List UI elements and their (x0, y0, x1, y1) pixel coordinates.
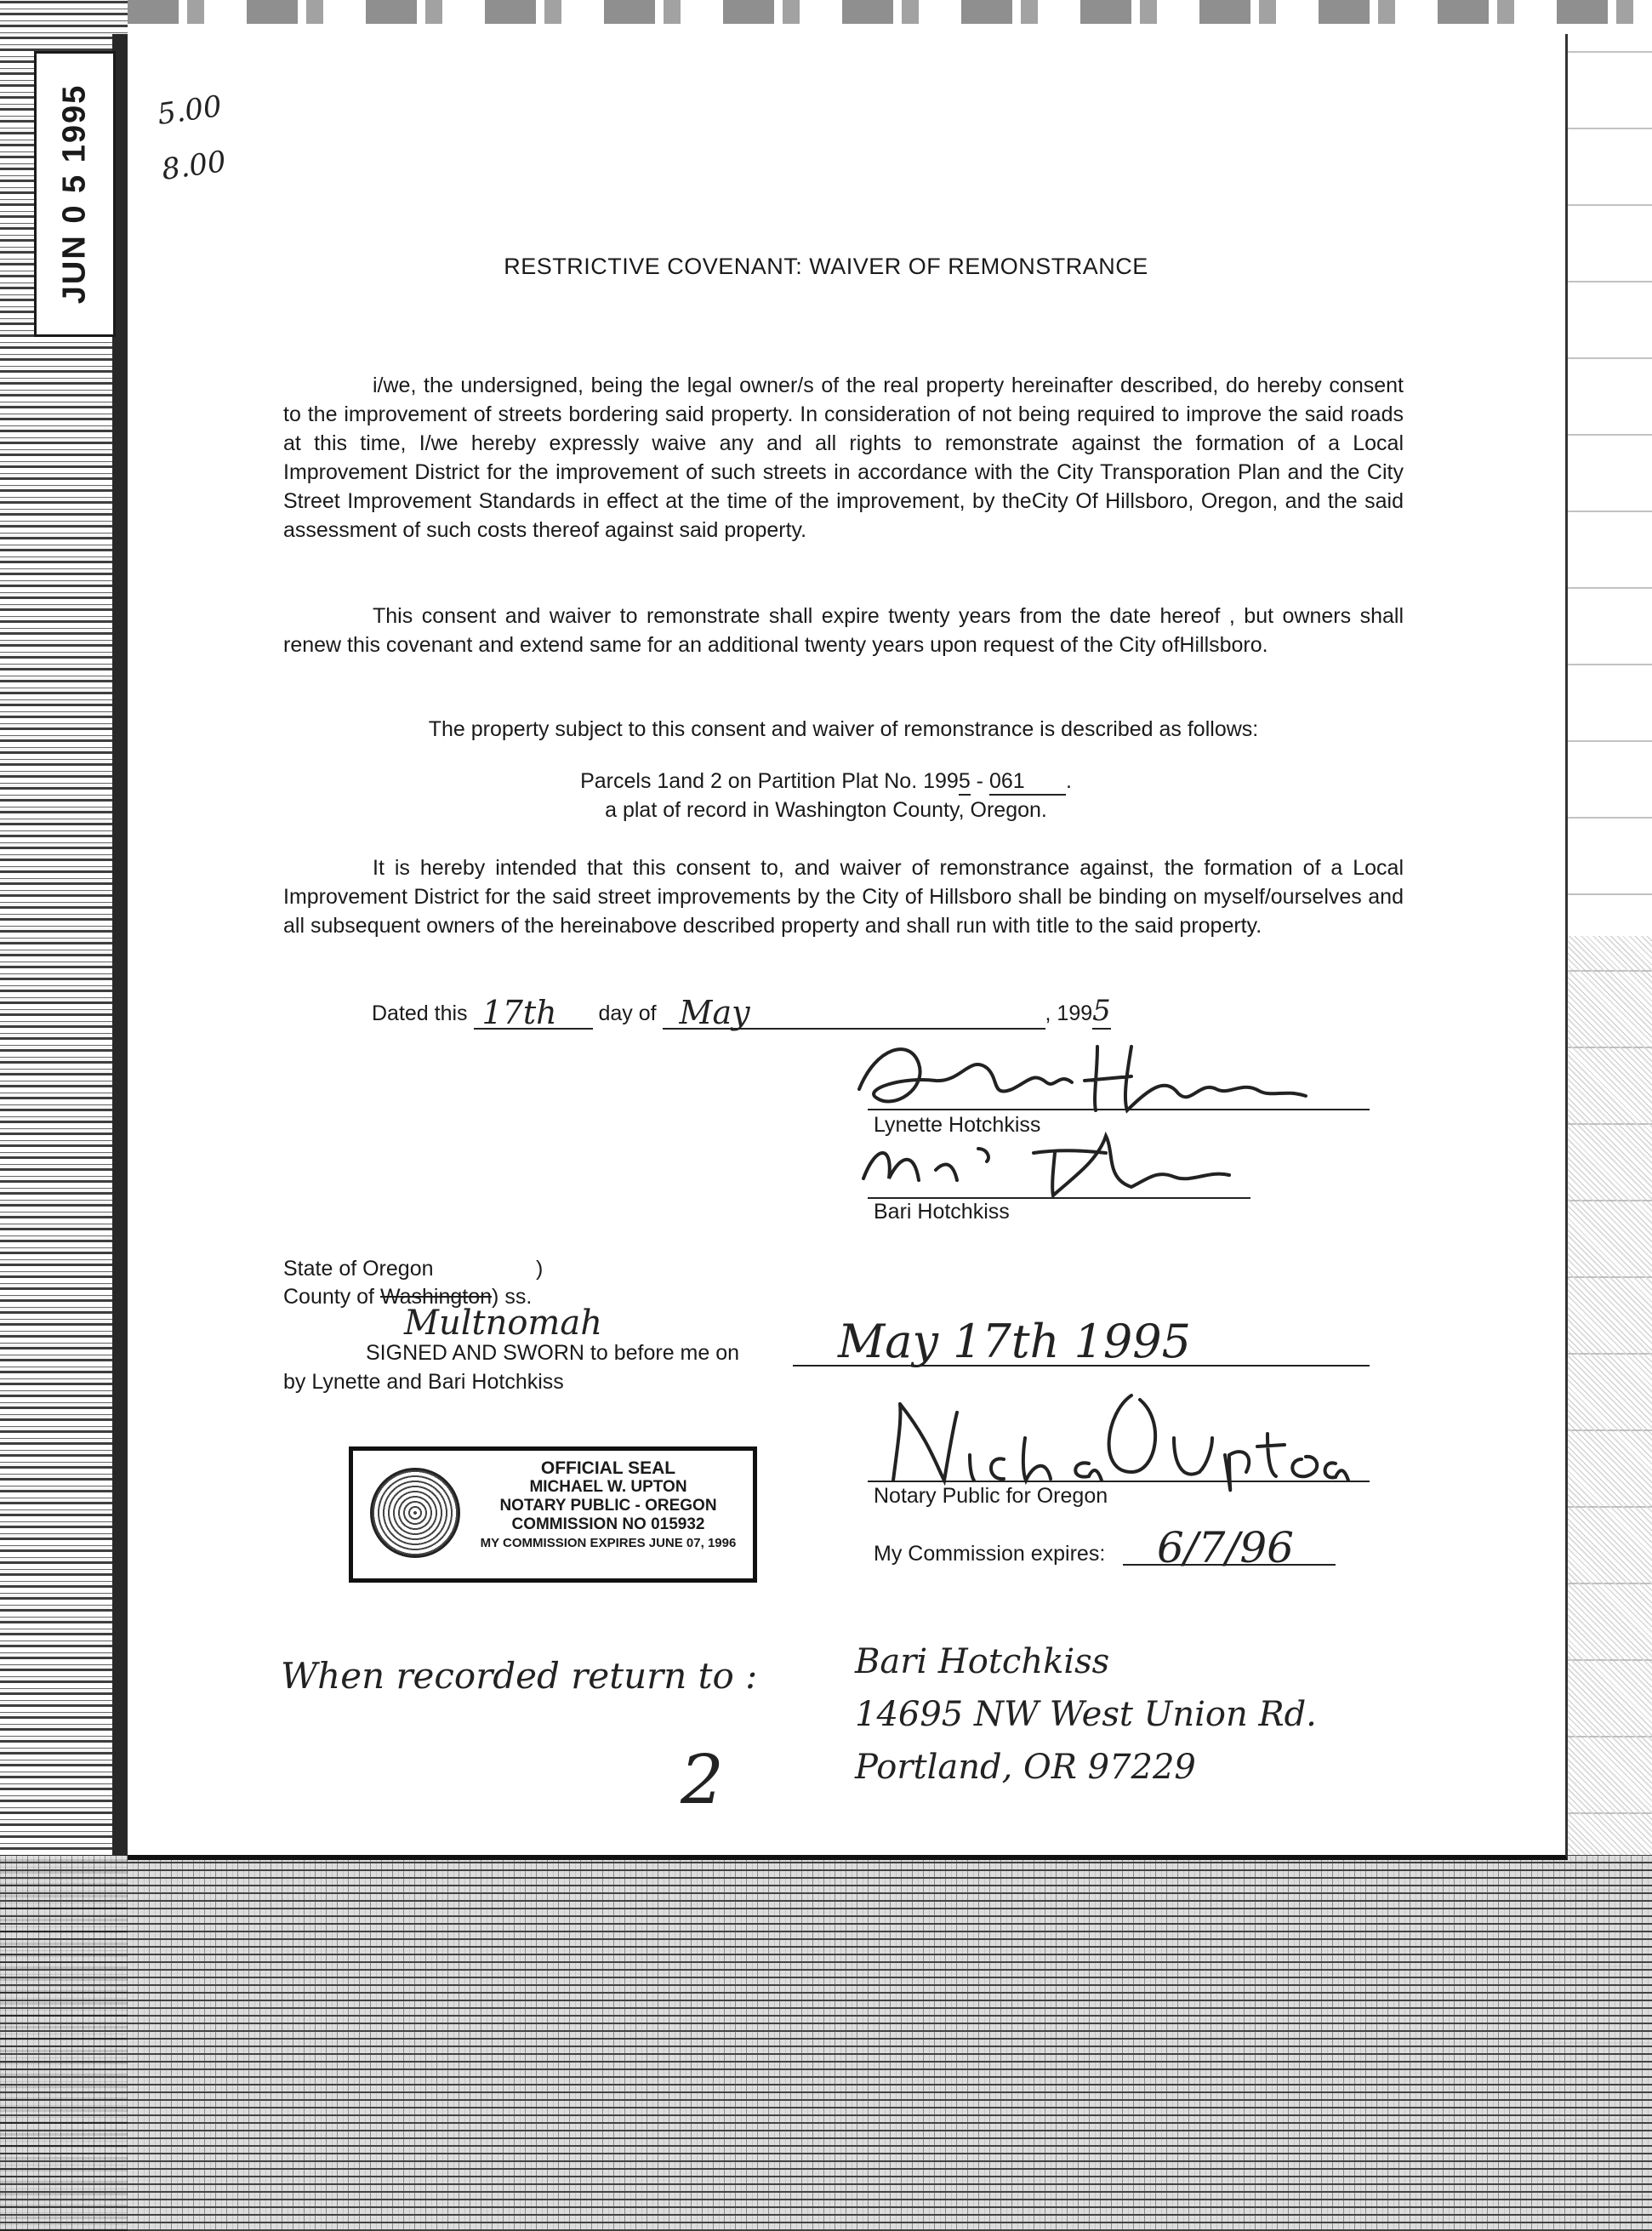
county-handwritten: Multnomah (404, 1304, 602, 1343)
property-description-intro: The property subject to this consent and waiver of remonstrance is described as follows: (428, 717, 1259, 741)
signer-name-lynette: Lynette Hotchkiss (874, 1113, 1041, 1137)
document-title: RESTRICTIVE COVENANT: WAIVER OF REMONSTRANCE (504, 254, 1148, 279)
return-street: 14695 NW West Union Rd. (855, 1695, 1317, 1734)
received-date-stamp (34, 51, 116, 337)
signed-by: by Lynette and Bari Hotchkiss (283, 1370, 564, 1394)
signature-line-1 (868, 1109, 1370, 1110)
margin-note-fee-1: 5.00 (155, 88, 225, 133)
notary-state: State of Oregon (283, 1257, 434, 1281)
consent-paragraph: i/we, the undersigned, being the legal owner/s of the real property hereinafter described, do hereby consent to the improvement of streets bordering said property. In consideration of not being required to improve the said roads at this time, I/we hereby expressly waive any and all rights to remonstrate against the formation of a Local Improvement District for the improvement of such streets in accordance with the City Transporation Plan and the City Street Improvement Standards in effect at the time of the improvement, by theCity Of Hillsboro, Oregon, and the said assessment of such costs thereof against said property. (283, 374, 1404, 542)
county-struck: Washington (379, 1285, 493, 1309)
expiry-paragraph: This consent and waiver to remonstrate shall expire twenty years from the date hereof , but owners shall renew this covenant and extend same for an additional twenty years upon request of the City ofHillsboro. (283, 604, 1404, 657)
seal-commission-number: COMMISSION NO 015932 (511, 1515, 705, 1533)
dated-month: May (679, 994, 750, 1031)
notary-paren: ) (536, 1257, 544, 1281)
plat-year-digit: 5 (959, 769, 971, 796)
county-prefix: County of (283, 1285, 380, 1309)
scan-border-bottom (0, 1855, 1652, 2231)
state-seal-emblem-icon (370, 1468, 460, 1558)
dated-day-field (474, 994, 593, 1031)
dated-prefix: Dated this (372, 1001, 468, 1025)
notary-public-label: Notary Public for Oregon (874, 1484, 1108, 1508)
commission-expires-label: My Commission expires: (874, 1542, 1106, 1566)
seal-notary-role: NOTARY PUBLIC - OREGON (499, 1497, 717, 1515)
dated-year-prefix: , 199 (1045, 1001, 1093, 1025)
dated-year-digit: 5 (1092, 994, 1111, 1028)
return-name: Bari Hotchkiss (855, 1642, 1110, 1681)
dated-middle: day of (598, 1001, 657, 1025)
binding-paragraph: It is hereby intended that this consent to, and waiver of remonstrance against, the formation of a Local Improvement District for the said street improvements by the City of Hillsboro shall be binding on myself/ourselves and all subsequent owners of the hereinabove described property and shall run with title to the said property. (283, 856, 1404, 938)
signed-sworn-label: SIGNED AND SWORN to before me on (366, 1341, 740, 1365)
dated-line (372, 994, 1111, 1030)
seal-notary-name: MICHAEL W. UPTON (529, 1478, 687, 1496)
scan-border-top (128, 0, 1652, 24)
dated-month-field (663, 994, 1045, 1031)
page-number: 2 (681, 1740, 724, 1819)
seal-commission-expires: MY COMMISSION EXPIRES JUNE 07, 1996 (480, 1536, 737, 1550)
parcel-suffix: . (1065, 769, 1072, 793)
return-to-label: When recorded return to : (281, 1655, 758, 1697)
seal-title: OFFICIAL SEAL (540, 1458, 676, 1478)
margin-note-fee-2: 8.00 (159, 144, 229, 188)
received-date: JUN 0 5 1995 (56, 83, 93, 305)
signer-name-bari: Bari Hotchkiss (874, 1200, 1010, 1224)
commission-date-handwritten: 6/7/96 (1157, 1523, 1294, 1572)
signed-date-handwritten: May 17th 1995 (838, 1315, 1191, 1368)
return-city: Portland, OR 97229 (855, 1748, 1196, 1787)
county-suffix: ) ss. (492, 1285, 533, 1309)
signature-line-2 (868, 1197, 1250, 1199)
seal-text-block (468, 1459, 749, 1553)
plat-number: 061 (989, 769, 1066, 796)
dated-day: 17th (481, 994, 557, 1031)
parcel-prefix: Parcels 1and 2 on Partition Plat No. 199 (580, 769, 959, 793)
notary-signature-line (868, 1481, 1370, 1482)
parcel-line (0, 769, 1652, 796)
document-page (128, 34, 1568, 1860)
plat-dash: - (970, 769, 989, 793)
plat-of-record: a plat of record in Washington County, Oregon. (605, 798, 1047, 822)
official-notary-seal (349, 1446, 757, 1583)
